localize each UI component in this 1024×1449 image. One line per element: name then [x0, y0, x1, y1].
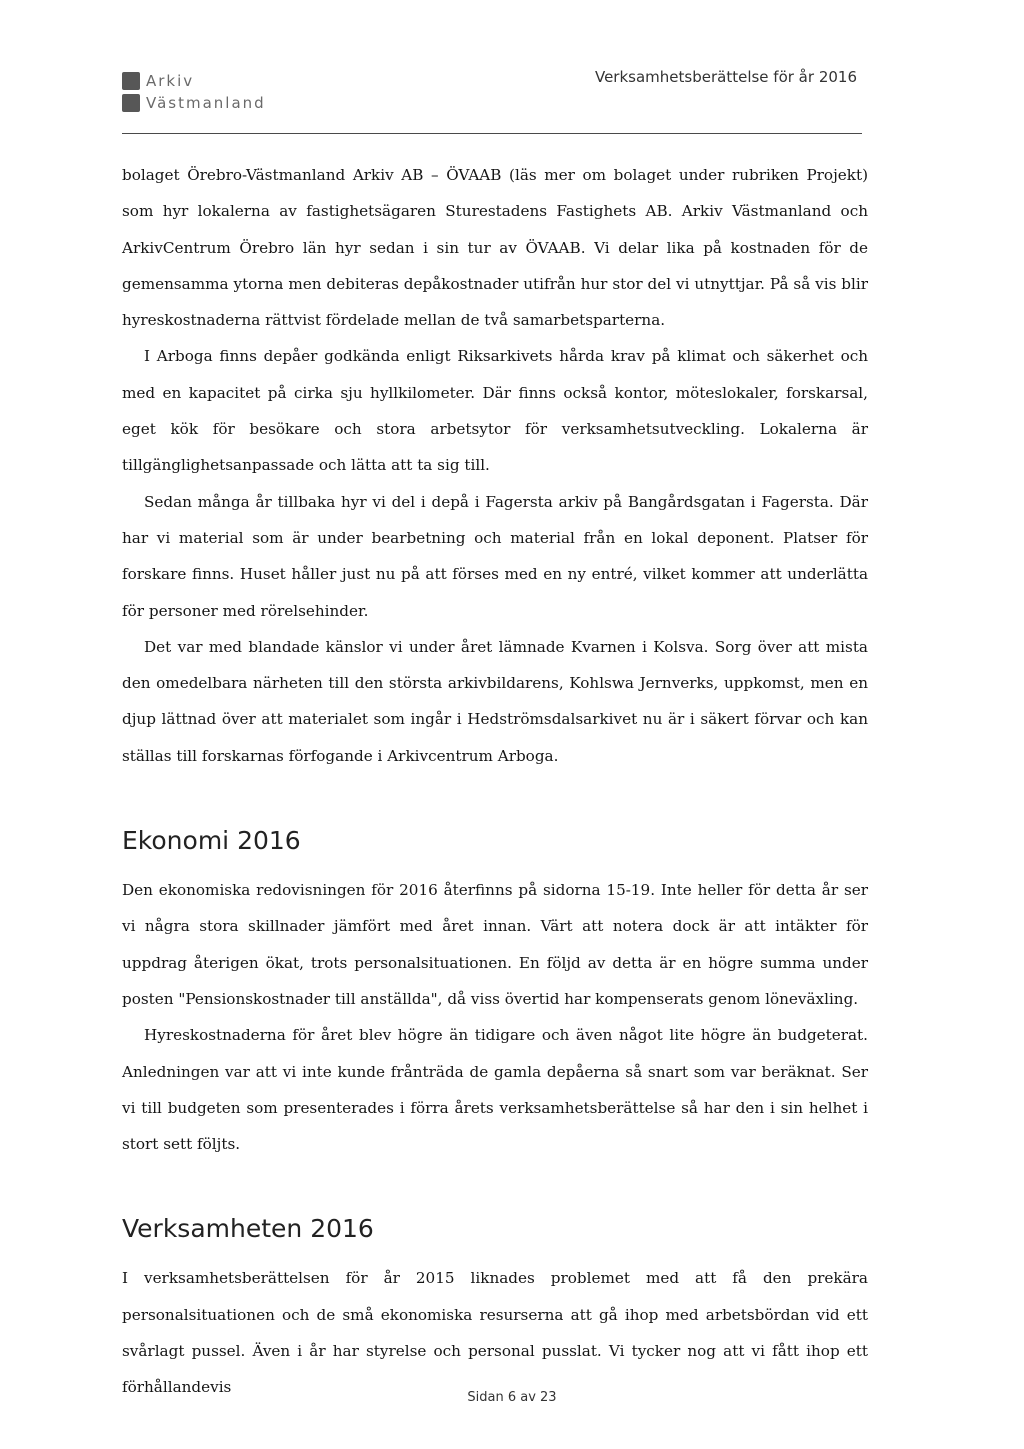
- section-heading-verksamheten: Verksamheten 2016: [122, 1214, 374, 1244]
- logo-line-2: Västmanland: [146, 94, 266, 112]
- paragraph: I Arboga finns depåer godkända enligt Riksarkivets hårda krav på klimat och säkerhet och med en kapacitet på cirka sju hyllkilometer. Där finns också kontor, möteslokaler, forskarsal, eget kök för besökare och stora arbetsytor för verksamhetsutveckling. Lokalerna är tillgänglighetsanpassade och lätta att ta sig till.: [122, 347, 868, 475]
- paragraph: bolaget Örebro-Västmanland Arkiv AB – ÖVAAB (läs mer om bolaget under rubriken Projekt) som hyr lokalerna av fastighetsägaren Sturestadens Fastighets AB. Arkiv Västmanland och ArkivCentrum Örebro län hyr sedan i sin tur av ÖVAAB. Vi delar lika på kostnaden för de gemensamma ytorna men debiteras depåkostnader utifrån hur stor del vi utnyttjar. På så vis blir hyreskostnaderna rättvist fördelade mellan de två samarbetsparterna.: [122, 166, 868, 330]
- header-divider: [122, 133, 862, 134]
- paragraph: Den ekonomiska redovisningen för 2016 återfinns på sidorna 15-19. Inte heller för detta år ser vi några stora skillnader jämfört med året innan. Värt att notera dock är att intäkter för uppdrag återigen ökat, trots personalsituationen. En följd av detta är en högre summa under posten "Pensionskostnader till anställda", då viss övertid har kompenserats genom löneväxling.: [122, 881, 868, 1008]
- paragraph: Sedan många år tillbaka hyr vi del i depå i Fagersta arkiv på Bangårdsgatan i Fagersta. Där har vi material som är under bearbetning och material från en lokal deponent. Platser för forskare finns. Huset håller just nu på att förses med en ny entré, vilket kommer att underlätta för personer med rörelsehinder.: [122, 492, 868, 620]
- organization-logo: [122, 70, 322, 116]
- paragraph: Hyreskostnaderna för året blev högre än tidigare och även något lite högre än budgeterat. Anledningen var att vi inte kunde frånträda de gamla depåerna så snart som var beräknat. Ser vi till budgeten som presenterades i förra årets verksamhetsberättelse så har den i sin helhet i stort sett följts.: [122, 1026, 868, 1154]
- logo-mark-icon: [122, 94, 140, 112]
- paragraph: Det var med blandade känslor vi under året lämnade Kvarnen i Kolsva. Sorg över att mista den omedelbara närheten till den största arkivbildarens, Kohlswa Jernverks, uppkomst, men en djup lättnad över att materialet som ingår i Hedströmsdalsarkivet nu är i säkert förvar och kan ställas till forskarnas förfogande i Arkivcentrum Arboga.: [122, 637, 868, 765]
- logo-line-1: Arkiv: [146, 72, 195, 90]
- header-title: Verksamhetsberättelse för år 2016: [594, 68, 857, 86]
- section-heading-ekonomi: Ekonomi 2016: [122, 826, 301, 856]
- page-number: Sidan 6 av 23: [467, 1390, 557, 1405]
- page-content: [122, 157, 868, 1406]
- paragraph: I verksamhetsberättelsen för år 2015 liknades problemet med att få den prekära personalsituationen och de små ekonomiska resurserna att gå ihop med arbetsbördan vid ett svårlagt pussel. Även i år har styrelse och personal pusslat. Vi tycker nog att vi fått ihop ett förhållandevis: [122, 1269, 868, 1397]
- logo-mark-icon: [122, 72, 140, 90]
